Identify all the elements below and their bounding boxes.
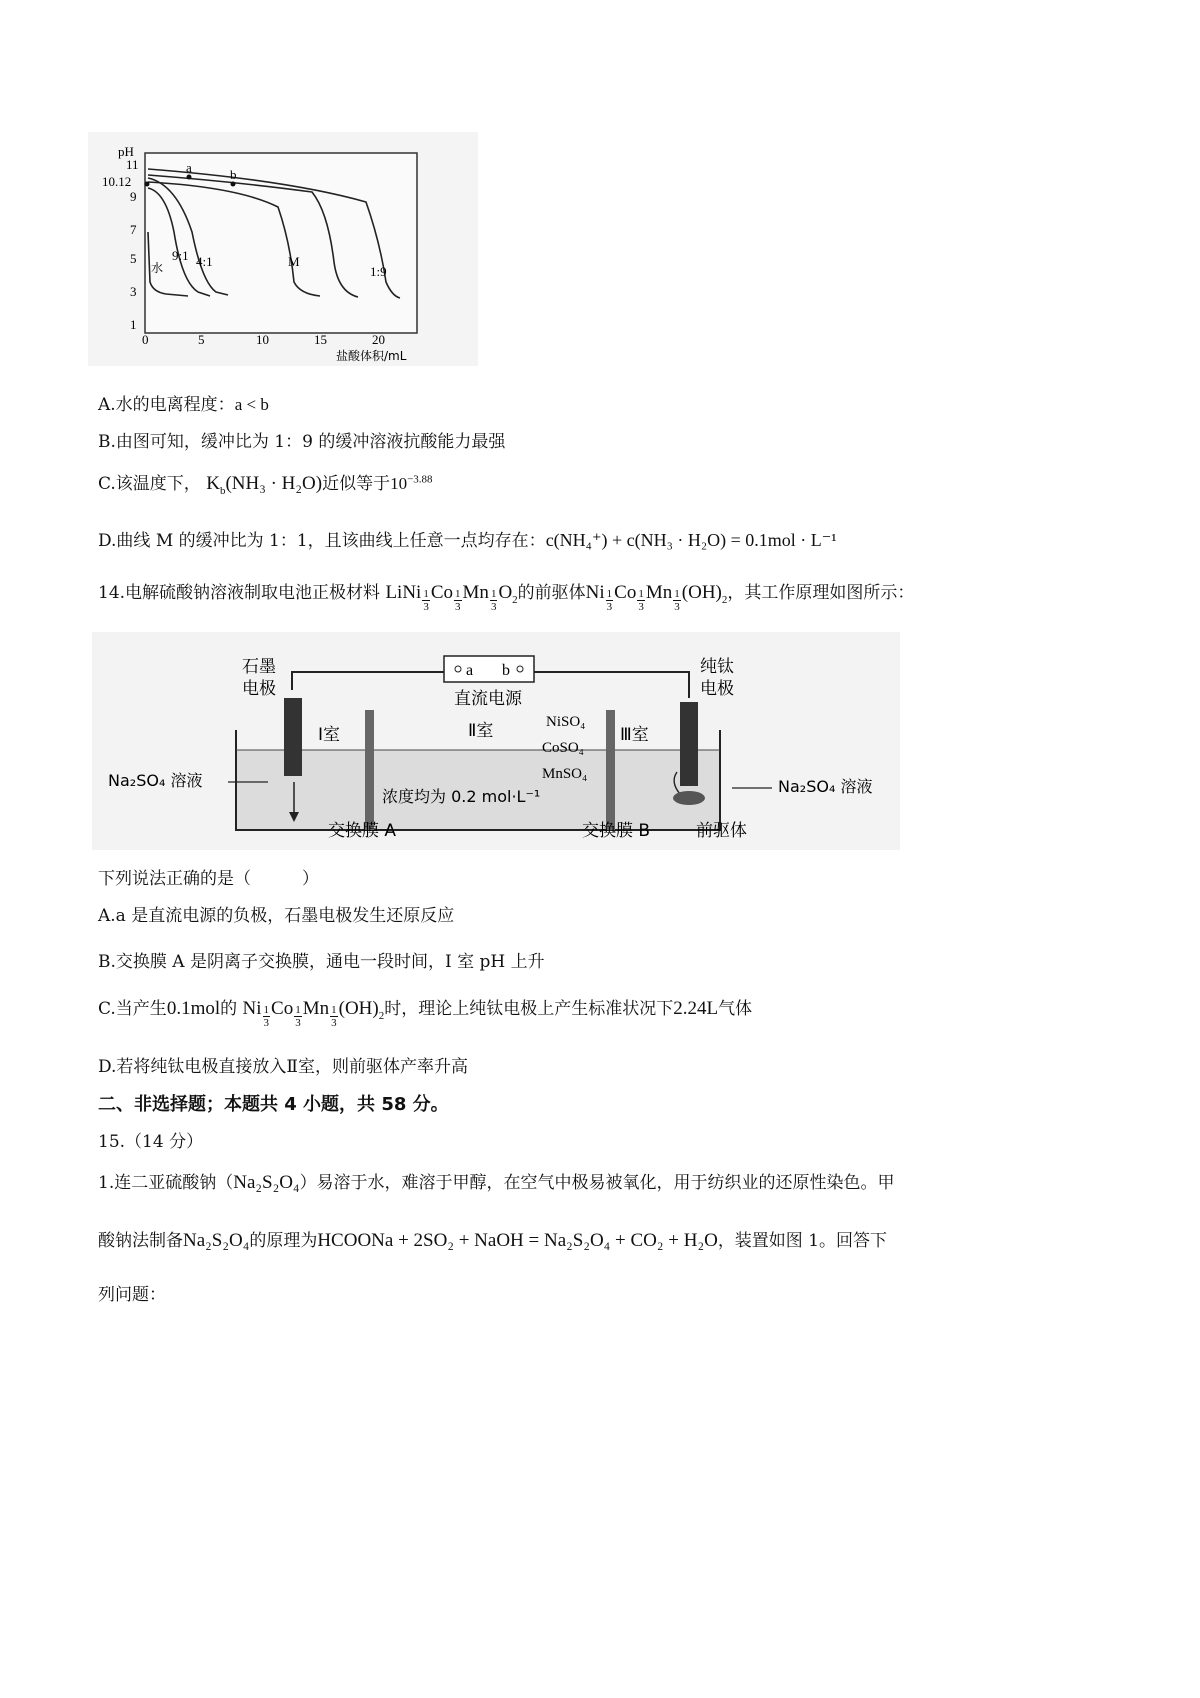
y-tick-5: 5 — [130, 251, 137, 266]
x-tick-20: 20 — [372, 332, 385, 347]
graphite-electrode — [284, 698, 302, 776]
x-tick-5: 5 — [198, 332, 205, 347]
label-m: M — [288, 254, 300, 269]
electrolysis-diagram — [92, 632, 900, 850]
y-tick-1: 1 — [130, 317, 137, 332]
right-electrode-label-2: 电极 — [700, 679, 734, 699]
membrane-b-label: 交换膜 B — [582, 821, 651, 841]
right-solution-label: Na₂SO₄ 溶液 — [778, 777, 873, 796]
q14-option-d: D.若将纯钛电极直接放入Ⅱ室，则前驱体产率升高 — [98, 1057, 468, 1077]
terminal-b-label: b — [502, 662, 510, 679]
q13-option-a: A.水的电离程度：a < b — [98, 395, 269, 415]
q15-header: 15.（14 分） — [98, 1132, 204, 1152]
salt-ni: NiSO₄ — [546, 714, 586, 730]
q13-option-c: C.该温度下， $K_b(NH_3 \cdot H_2O)$近似等于$10^{-3.88}$ — [98, 473, 433, 497]
x-tick-10: 10 — [256, 332, 269, 347]
y-axis-label: pH — [118, 144, 134, 159]
point-b-dot — [231, 182, 236, 187]
ph-titration-chart — [88, 132, 478, 366]
titanium-electrode — [680, 702, 698, 786]
ph-chart-svg — [88, 132, 478, 366]
precursor-label: 前驱体 — [696, 821, 747, 841]
room-1-label: Ⅰ室 — [318, 725, 341, 745]
power-source-box — [444, 656, 534, 682]
x-tick-15: 15 — [314, 332, 327, 347]
membrane-a-label: 交换膜 A — [328, 821, 397, 841]
electrolysis-svg — [92, 632, 900, 850]
q14-option-a: A.a 是直流电源的负极，石墨电极发生还原反应 — [98, 906, 455, 926]
q15-paragraph-line-3: 列问题： — [98, 1285, 166, 1305]
terminal-a-label: a — [466, 662, 474, 679]
q14-stem: 14.电解硫酸钠溶液制取电池正极材料 LiNi $\frac{1}{3}$ Co $\frac{1}{3}$ Mn $\frac{1}{3}$ $O_2$的前驱体Ni $\frac{1}{3}$ Co $\frac{1}{3}$ Mn $\frac{1}{3}$ $(OH)_2$，其工作原理如图所示： — [98, 582, 915, 613]
y-tick-1012: 10.12 — [102, 174, 132, 189]
membrane-a — [365, 710, 374, 830]
label-water: 水 — [151, 261, 164, 275]
left-electrode-label-1: 石墨 — [242, 657, 276, 677]
q15-paragraph-line-1: 1.连二亚硫酸钠（Na₂S₂O₄）易溶于水，难溶于甲醇，在空气中极易被氧化，用于纺织业的还原性染色。甲 — [98, 1172, 895, 1193]
x-tick-0: 0 — [142, 332, 149, 347]
section-2-title: 二、非选择题；本题共 4 小题，共 58 分。 — [98, 1094, 449, 1115]
q14-question: 下列说法正确的是（ ） — [98, 869, 319, 889]
wire-left — [292, 672, 444, 690]
y-tick-3: 3 — [130, 284, 137, 299]
start-point — [145, 182, 150, 187]
room-3-label: Ⅲ室 — [620, 725, 649, 745]
point-a-label: a — [186, 160, 192, 175]
concentration-label: 浓度均为 0.2 mol·L⁻¹ — [382, 787, 541, 806]
point-b-label: b — [230, 167, 237, 182]
right-electrode-label-1: 纯钛 — [700, 657, 734, 677]
x-axis-label: 盐酸体积/mL — [336, 349, 407, 363]
salt-mn: MnSO₄ — [542, 766, 588, 782]
q13-option-b: B.由图可知，缓冲比为 1：9 的缓冲溶液抗酸能力最强 — [98, 432, 506, 452]
plot-frame — [145, 153, 417, 333]
precursor-pile — [673, 791, 705, 805]
y-tick-7: 7 — [130, 222, 137, 237]
wire-right — [534, 672, 689, 698]
salt-co: CoSO₄ — [542, 740, 584, 756]
q15-paragraph-line-2: 酸钠法制备Na₂S₂O₄的原理为HCOONa + 2SO₂ + NaOH = Na₂S₂O₄ + CO₂ + H₂O，装置如图 1。回答下 — [98, 1230, 888, 1251]
power-source-label: 直流电源 — [454, 689, 522, 709]
y-tick-11: 11 — [126, 157, 139, 172]
point-a-dot — [187, 175, 192, 180]
left-electrode-label-2: 电极 — [242, 679, 276, 699]
room-2-label: Ⅱ室 — [468, 721, 494, 741]
label-1-9: 1:9 — [370, 264, 387, 279]
q13-option-d: D.曲线 M 的缓冲比为 1：1，且该曲线上任意一点均存在：c(NH₄⁺) + c(NH₃ · H₂O) = 0.1mol · L⁻¹ — [98, 530, 837, 551]
membrane-b — [606, 710, 615, 830]
label-9-1: 9:1 — [172, 248, 189, 263]
label-4-1: 4:1 — [196, 254, 213, 269]
y-tick-9: 9 — [130, 189, 137, 204]
left-solution-label: Na₂SO₄ 溶液 — [108, 771, 203, 790]
q14-option-b: B.交换膜 A 是阴离子交换膜，通电一段时间，I 室 pH 上升 — [98, 952, 545, 972]
q14-option-c: C.当产生0.1mol的 Ni $\frac{1}{3}$ Co $\frac{1}{3}$ Mn $\frac{1}{3}$ $(OH)_2$时，理论上纯钛电极上产生标准状况下2.24L气体 — [98, 998, 753, 1029]
